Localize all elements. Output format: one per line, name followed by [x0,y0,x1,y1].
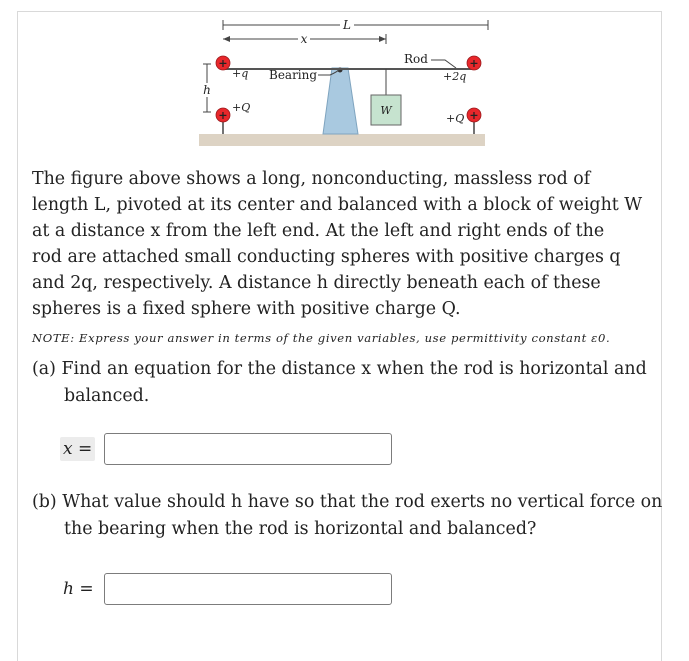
problem-statement [32,166,657,322]
part-b-variable: h [63,579,74,599]
part-a-equals: = [78,439,93,459]
problem-line: length L, pivoted at its center and balanced with a block of weight W [32,195,643,215]
problem-line: The figure above shows a long, nonconducting, massless rod of [32,169,591,189]
charge-right-fixed-label: +Q [446,112,465,125]
sphere-right-fixed-sign: + [469,109,479,122]
part-a-label-box [60,437,95,461]
arrow-x-left [223,36,230,42]
part-b-answer-input[interactable] [104,573,392,605]
part-b-question: (b) What value should h have so that the rod exerts no vertical force on the bearing when the rod is horizontal and balanced? [32,492,663,539]
sphere-left-rod-sign: + [218,57,228,70]
problem-line: rod are attached small conducting spheres with positive charges q [32,247,621,267]
part-a-answer-row [60,432,392,466]
part-b-label-box [60,577,97,601]
sphere-left-fixed-sign: + [218,109,228,122]
part-a-answer-input[interactable] [104,433,392,465]
sphere-right-rod-sign: + [469,57,479,70]
part-b-equals: = [79,579,94,599]
part-a-question: (a) Find an equation for the distance x when the rod is horizontal and balanced. [32,359,647,406]
dimension-h-label: h [203,83,211,97]
block-w-label: W [380,104,392,117]
bearing-label: Bearing [269,68,318,82]
problem-line: and 2q, respectively. A distance h directly beneath each of these [32,273,601,293]
rod-leader [431,60,456,68]
dimension-L-label: L [343,18,351,32]
part-a-label [60,437,104,461]
problem-line: at a distance x from the left end. At the left and right ends of the [32,221,605,241]
ground [199,134,485,146]
physics-figure [0,0,689,160]
part-b-answer-row [60,572,392,606]
note-text: NOTE: Express your answer in terms of the given variables, use permittivity constant ε0. [32,331,611,345]
rod-label: Rod [404,52,428,66]
part-b-label [60,577,104,601]
charge-left-fixed-label: +Q [232,101,251,114]
problem-line: spheres is a fixed sphere with positive charge Q. [32,299,461,319]
charge-left-rod-label: +q [232,67,249,80]
part-a-variable: x [63,439,73,459]
charge-right-rod-label: +2q [443,70,467,83]
bearing [323,68,358,134]
dimension-x-label: x [300,32,308,46]
arrow-x-right [379,36,386,42]
